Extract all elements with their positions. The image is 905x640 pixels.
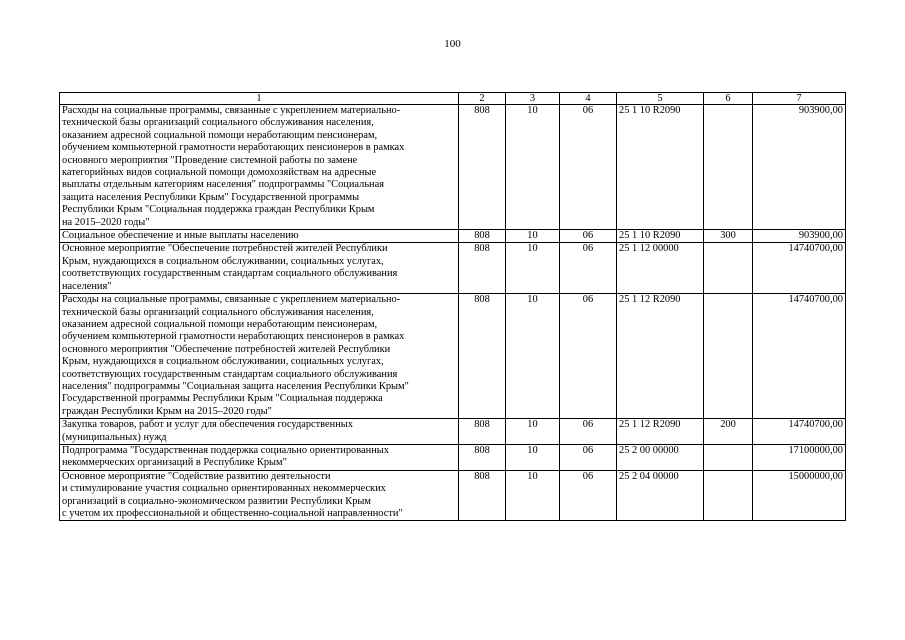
table-row — [60, 470, 846, 521]
row-name-line: технической базы организаций социального обслуживания населения, — [62, 117, 374, 129]
amount-cell: 903900,00 — [753, 230, 846, 243]
amount-cell: 14740700,00 — [753, 294, 846, 419]
row-name-line: основного мероприятия "Обеспечение потребностей жителей Республики — [62, 343, 391, 355]
row-name-line: основного мероприятия "Проведение системной работы по замене — [62, 154, 358, 166]
row-name-line: Расходы на социальные программы, связанные с укреплением материально- — [62, 294, 401, 306]
column-header-expense-type: 6 — [704, 93, 753, 105]
grbs-cell: 808 — [459, 419, 506, 445]
subsection-cell: 06 — [560, 230, 617, 243]
expense-type-cell: 200 — [704, 419, 753, 445]
target-article-cell: 25 2 00 00000 — [617, 444, 704, 470]
row-name-cell — [60, 444, 459, 470]
table-header-row — [60, 93, 846, 105]
section-cell: 10 — [506, 105, 560, 230]
target-article-cell: 25 2 04 00000 — [617, 470, 704, 521]
budget-table — [59, 92, 846, 521]
section-cell: 10 — [506, 230, 560, 243]
column-header-grbs: 2 — [459, 93, 506, 105]
subsection-cell: 06 — [560, 470, 617, 521]
section-cell: 10 — [506, 243, 560, 294]
row-name-line: обучением компьютерной грамотности неработающих пенсионеров в рамках — [62, 331, 405, 343]
column-header-subsection: 4 — [560, 93, 617, 105]
row-name-line: Основное мероприятие "Обеспечение потребностей жителей Республики — [62, 243, 388, 255]
row-name-line: обучением компьютерной грамотности неработающих пенсионеров в рамках — [62, 142, 405, 154]
table-row — [60, 243, 846, 294]
row-name-line: некоммерческих организаций в Республике Крым" — [62, 457, 287, 469]
section-cell: 10 — [506, 444, 560, 470]
amount-cell: 15000000,00 — [753, 470, 846, 521]
subsection-cell: 06 — [560, 419, 617, 445]
table-row — [60, 419, 846, 445]
row-name-line: Республики Крым "Социальная поддержка граждан Республики Крым — [62, 204, 375, 216]
subsection-cell: 06 — [560, 294, 617, 419]
section-cell: 10 — [506, 294, 560, 419]
section-cell: 10 — [506, 470, 560, 521]
table-row — [60, 230, 846, 243]
grbs-cell: 808 — [459, 230, 506, 243]
column-header-target-article: 5 — [617, 93, 704, 105]
row-name-cell — [60, 470, 459, 521]
row-name-line: (муниципальных) нужд — [62, 431, 167, 443]
target-article-cell: 25 1 10 R2090 — [617, 105, 704, 230]
column-header-amount: 7 — [753, 93, 846, 105]
expense-type-cell — [704, 294, 753, 419]
row-name-line: категорийных видов социальной помощи домохозяйствам на адресные — [62, 167, 377, 179]
row-name-line: граждан Республики Крым на 2015–2020 годы" — [62, 405, 272, 417]
grbs-cell: 808 — [459, 294, 506, 419]
row-name-line: населения" — [62, 280, 112, 292]
expense-type-cell — [704, 470, 753, 521]
row-name-line: с учетом их профессиональной и общественно-социальной направленности" — [62, 508, 403, 519]
row-name-line: Крым, нуждающихся в социальном обслуживании, социальных услугах, — [62, 255, 384, 267]
row-name-line: выплаты отдельным категориям населения" подпрограммы "Социальная — [62, 179, 385, 191]
row-name-line: технической базы организаций социального обслуживания населения, — [62, 306, 374, 318]
row-name-line: Расходы на социальные программы, связанные с укреплением материально- — [62, 105, 401, 116]
target-article-cell: 25 1 10 R2090 — [617, 230, 704, 243]
target-article-cell: 25 1 12 R2090 — [617, 419, 704, 445]
expense-type-cell — [704, 243, 753, 294]
grbs-cell: 808 — [459, 444, 506, 470]
grbs-cell: 808 — [459, 105, 506, 230]
expense-type-cell: 300 — [704, 230, 753, 243]
row-name-line: Государственной программы Республики Крым "Социальная поддержка — [62, 393, 383, 405]
page-number: 100 — [444, 38, 461, 50]
row-name-line: и стимулирование участия социально ориентированных некоммерческих — [62, 483, 386, 495]
table-row — [60, 294, 846, 419]
subsection-cell: 06 — [560, 243, 617, 294]
subsection-cell: 06 — [560, 444, 617, 470]
target-article-cell: 25 1 12 R2090 — [617, 294, 704, 419]
target-article-cell: 25 1 12 00000 — [617, 243, 704, 294]
row-name-line: Основное мероприятие "Содействие развитию деятельности — [62, 470, 331, 482]
column-header-section: 3 — [506, 93, 560, 105]
row-name-line: Социальное обеспечение и иные выплаты населению — [62, 230, 299, 242]
row-name-line: Подпрограмма "Государственная поддержка социально ориентированных — [62, 444, 389, 456]
expense-type-cell — [704, 444, 753, 470]
row-name-line: соответствующих государственным стандартам социального обслуживания — [62, 268, 398, 280]
row-name-line: соответствующих государственным стандартам социального обслуживания — [62, 368, 398, 380]
amount-cell: 17100000,00 — [753, 444, 846, 470]
grbs-cell: 808 — [459, 243, 506, 294]
table-body — [60, 105, 846, 521]
row-name-line: оказанием адресной социальной помощи неработающим пенсионерам, — [62, 129, 378, 141]
expense-type-cell — [704, 105, 753, 230]
table-row — [60, 105, 846, 230]
row-name-line: Закупка товаров, работ и услуг для обеспечения государственных — [62, 419, 353, 431]
amount-cell: 14740700,00 — [753, 243, 846, 294]
row-name-line: Крым, нуждающихся в социальном обслуживании, социальных услугах, — [62, 356, 384, 368]
row-name-line: на 2015–2020 годы" — [62, 216, 150, 228]
section-cell: 10 — [506, 419, 560, 445]
row-name-cell — [60, 105, 459, 230]
row-name-cell — [60, 419, 459, 445]
row-name-line: населения" подпрограммы "Социальная защита населения Республики Крым" — [62, 380, 409, 392]
row-name-cell — [60, 230, 459, 243]
column-header-name: 1 — [60, 93, 459, 105]
row-name-cell — [60, 243, 459, 294]
row-name-cell — [60, 294, 459, 419]
grbs-cell: 808 — [459, 470, 506, 521]
row-name-line: организаций в социально-экономическом развитии Республики Крым — [62, 495, 371, 507]
table-row — [60, 444, 846, 470]
row-name-line: защита населения Республики Крым" Государственной программы — [62, 191, 360, 203]
amount-cell: 14740700,00 — [753, 419, 846, 445]
subsection-cell: 06 — [560, 105, 617, 230]
amount-cell: 903900,00 — [753, 105, 846, 230]
row-name-line: оказанием адресной социальной помощи неработающим пенсионерам, — [62, 318, 378, 330]
